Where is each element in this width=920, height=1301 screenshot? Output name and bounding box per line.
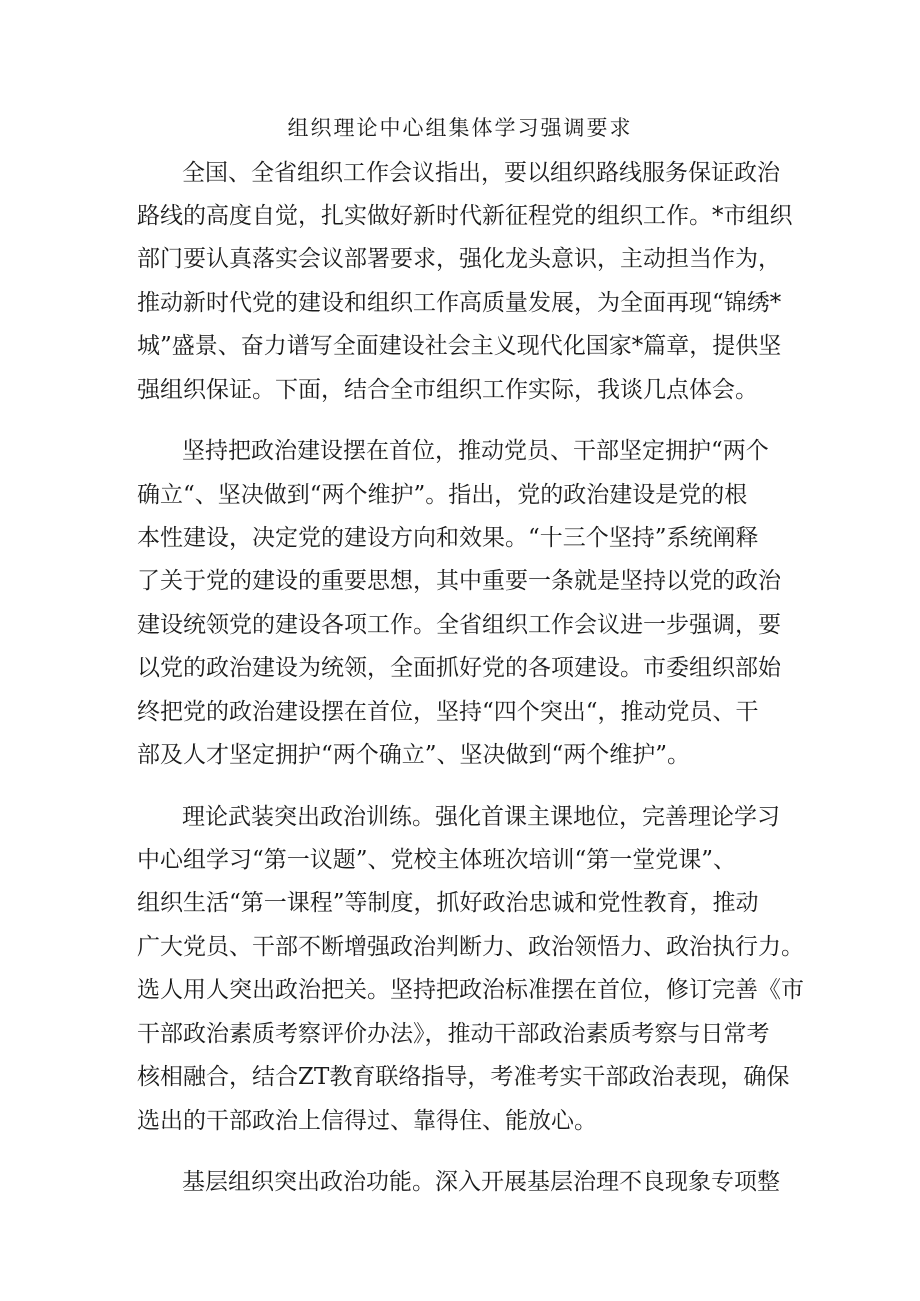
paragraph-2-line-6: 以党的政治建设为统领，全面抓好党的各项建设。市委组织部始 [137,655,781,681]
paragraph-2-line-1: 坚持把政治建设摆在首位，推动党员、干部坚定拥护“两个 [182,438,769,464]
paragraph-2-line-2: 确立“、坚决做到“两个维护”。指出，党的政治建设是党的根 [137,482,748,508]
paragraph-1-line-4: 推动新时代党的建设和组织工作高质量发展，为全面再现“锦绣* [137,290,782,316]
paragraph-3-line-7: 核相融合，结合ZT教育联络指导，考准考实干部政治表现，确保 [137,1064,790,1090]
paragraph-3-line-5: 选人用人突出政治把关。坚持把政治标准摆在首位，修订完善《市 [137,977,804,1003]
paragraph-3-line-4: 广大党员、干部不断增强政治判断力、政治领悟力、政治执行力。 [137,934,804,960]
paragraph-4-line-1: 基层组织突出政治功能。深入开展基层治理不良现象专项整 [182,1169,780,1195]
paragraph-2-line-5: 建设统领党的建设各项工作。全省组织工作会议进一步强调，要 [137,612,781,638]
paragraph-3-line-3: 组织生活“第一课程”等制度，抓好政治忠诚和党性教育，推动 [137,890,759,916]
paragraph-3-line-2: 中心组学习“第一议题”、党校主体班次培训“第一堂党课”、 [137,847,737,873]
paragraph-1-line-6: 强组织保证。下面，结合全市组织工作实际，我谈几点体会。 [137,377,758,403]
paragraph-3-line-6: 干部政治素质考察评价办法》，推动干部政治素质考察与日常考 [137,1021,770,1047]
paragraph-2-line-7: 终把党的政治建设摆在首位，坚持“四个突出“，推动党员、干 [137,699,759,725]
paragraph-1-line-1: 全国、全省组织工作会议指出，要以组织路线服务保证政治 [182,160,780,186]
paragraph-2-line-4: 了关于党的建设的重要思想，其中重要一条就是坚持以党的政治 [137,568,781,594]
paragraph-1-line-2: 路线的高度自觉，扎实做好新时代新征程党的组织工作。*市组织 [137,203,793,229]
paragraph-3-line-1: 理论武装突出政治训练。强化首课主课地位，完善理论学习 [182,804,780,830]
paragraph-2-line-8: 部及人才坚定拥护“两个确立”、坚决做到“两个维护”。 [137,742,691,768]
paragraph-2-line-3: 本性建设，决定党的建设方向和效果。“十三个坚持”系统阐释 [137,525,759,551]
document-title: 组织理论中心组集体学习强调要求 [287,116,633,140]
paragraph-1-line-3: 部门要认真落实会议部署要求，强化龙头意识，主动担当作为， [137,246,781,272]
paragraph-1-line-5: 城”盛景、奋力谱写全面建设社会主义现代化国家*篇章，提供坚 [137,333,782,359]
paragraph-3-line-8: 选出的干部政治上信得过、靠得住、能放心。 [137,1108,597,1134]
